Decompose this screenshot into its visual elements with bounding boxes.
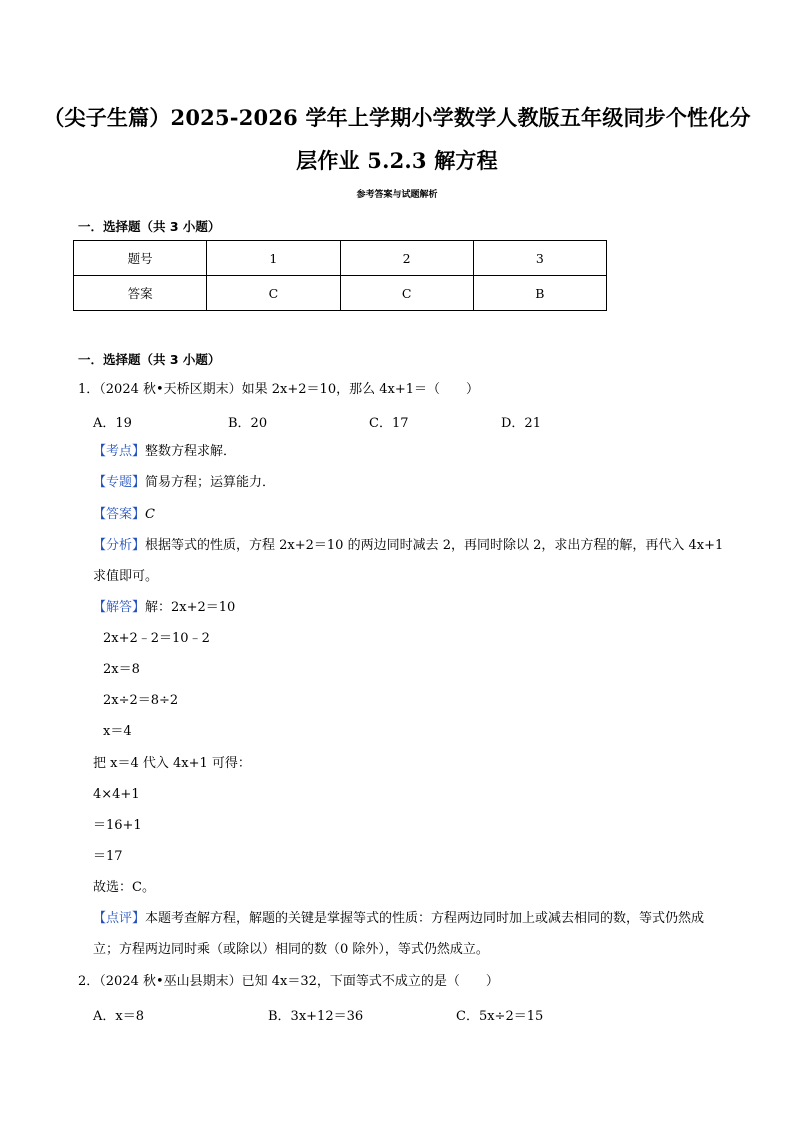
q1-step-3: 2x÷2＝8÷2 — [103, 693, 179, 708]
doc-title-line2: 层作业 5.2.3 解方程 — [296, 148, 498, 173]
q1-option-d: D．21 — [501, 416, 541, 431]
q1-option-a: A．19 — [93, 416, 132, 431]
zhuanti-tag: 【专题】 — [93, 475, 146, 490]
table-cell: 2 — [340, 241, 473, 276]
q1-option-c: C．17 — [369, 416, 409, 431]
dianping-text: 本题考查解方程，解题的关键是掌握等式的性质：方程两边同时加上或减去相同的数，等式仍然成立；方程两边同时乘（或除以）相同的数（0 除外），等式仍然成立。 — [93, 911, 705, 957]
detail-section-heading: 一．选择题（共 3 小题） — [78, 352, 221, 367]
table-cell: C — [340, 276, 473, 311]
q2-option-a: A．x＝8 — [93, 1009, 144, 1024]
dianping-tag: 【点评】 — [93, 911, 146, 926]
table-row — [74, 276, 607, 311]
q1-jieda — [93, 599, 235, 617]
jieda-text: 解：2x+2＝10 — [145, 600, 236, 615]
table-cell-label: 答案 — [74, 276, 207, 311]
q1-option-b: B．20 — [228, 416, 268, 431]
q1-step-1: 2x+2﹣2＝10﹣2 — [103, 631, 210, 646]
q1-zhuanti — [93, 474, 275, 492]
q1-daan — [93, 506, 155, 524]
q1-substitute: 把 x＝4 代入 4x+1 可得： — [93, 756, 251, 771]
daan-text: C — [145, 507, 155, 522]
kaodian-text: 整数方程求解． — [145, 444, 237, 459]
q1-step-2: 2x＝8 — [103, 662, 140, 677]
doc-title-line1: （尖子生篇）2025-2026 学年上学期小学数学人教版五年级同步个性化分 — [43, 105, 751, 130]
q1-choose: 故选：C。 — [93, 880, 155, 895]
question-1-stem: 1．（2024 秋•天桥区期末）如果 2x+2＝10，那么 4x+1＝（ ） — [78, 382, 479, 397]
table-cell: C — [207, 276, 340, 311]
kaodian-tag: 【考点】 — [93, 444, 146, 459]
table-cell: 3 — [473, 241, 606, 276]
zhuanti-text: 简易方程；运算能力． — [145, 475, 276, 490]
q1-step-4: x＝4 — [103, 724, 132, 739]
table-row — [74, 241, 607, 276]
q1-dianping — [93, 903, 725, 965]
fenxi-text: 根据等式的性质，方程 2x+2＝10 的两边同时减去 2，再同时除以 2，求出方程的解，再代入 4x+1 求值即可。 — [93, 538, 724, 584]
table-cell: 1 — [207, 241, 340, 276]
daan-tag: 【答案】 — [93, 507, 146, 522]
jieda-tag: 【解答】 — [93, 600, 146, 615]
answer-section-heading: 一．选择题（共 3 小题） — [78, 219, 221, 234]
question-2-stem: 2．（2024 秋•巫山县期末）已知 4x＝32，下面等式不成立的是（ ） — [78, 974, 499, 989]
q1-calc-2: ＝16+1 — [93, 818, 142, 833]
q1-calc-1: 4×4+1 — [93, 787, 140, 802]
answer-table — [73, 240, 607, 311]
fenxi-tag: 【分析】 — [93, 538, 146, 553]
q2-option-b: B．3x+12＝36 — [268, 1009, 364, 1024]
q1-calc-3: ＝17 — [93, 849, 123, 864]
table-cell: B — [473, 276, 606, 311]
table-cell-label: 题号 — [74, 241, 207, 276]
q1-kaodian — [93, 443, 236, 461]
doc-subtitle: 参考答案与试题解析 — [356, 190, 438, 200]
q2-option-c: C．5x÷2＝15 — [456, 1009, 544, 1024]
q1-fenxi — [93, 530, 725, 592]
